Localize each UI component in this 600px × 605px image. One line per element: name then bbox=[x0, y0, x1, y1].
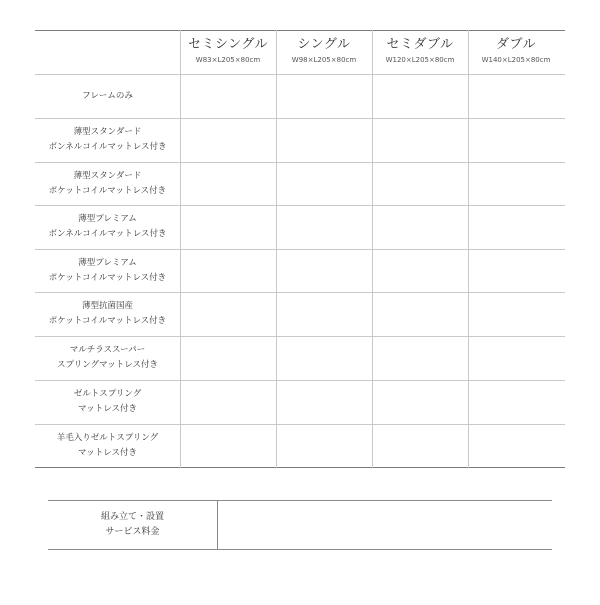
row-divider bbox=[35, 249, 565, 250]
row-divider bbox=[35, 162, 565, 163]
row-label-line: マットレス付き bbox=[78, 404, 137, 414]
row-label bbox=[35, 387, 180, 417]
row-divider bbox=[35, 336, 565, 337]
service-label bbox=[48, 510, 217, 540]
row-label-line: ボンネルコイルマットレス付き bbox=[48, 229, 167, 239]
column-name: セミダブル bbox=[386, 37, 454, 52]
column-size: W120×L205×80cm bbox=[385, 56, 455, 64]
service-fee-table bbox=[48, 500, 552, 550]
table-bottom-border bbox=[35, 467, 565, 468]
service-label-line: 組み立て・設置 bbox=[100, 512, 164, 522]
row-label-line: 薄型スタンダード bbox=[73, 171, 142, 181]
column-size: W140×L205×80cm bbox=[481, 56, 551, 64]
row-label-frame-only bbox=[35, 89, 180, 104]
row-label-line: ポケットコイルマットレス付き bbox=[48, 316, 167, 326]
row-divider bbox=[35, 118, 565, 119]
row-divider bbox=[35, 380, 565, 381]
column-divider bbox=[372, 30, 373, 468]
column-size: W98×L205×80cm bbox=[291, 56, 357, 64]
service-divider bbox=[217, 500, 218, 550]
row-label-line: 羊毛入りゼルトスプリング bbox=[56, 433, 159, 443]
row-label-line: 薄型抗菌国産 bbox=[81, 301, 133, 311]
price-table bbox=[35, 30, 565, 468]
row-label bbox=[35, 212, 180, 242]
column-name: ダブル bbox=[496, 37, 536, 52]
row-label-line: 薄型スタンダード bbox=[73, 127, 142, 137]
row-label bbox=[35, 169, 180, 199]
service-bottom-border bbox=[48, 549, 552, 550]
header-divider bbox=[35, 74, 565, 75]
table-top-border bbox=[35, 30, 565, 31]
column-size: W83×L205×80cm bbox=[195, 56, 261, 64]
row-label-line: フレームのみ bbox=[82, 91, 133, 101]
row-label-line: ボンネルコイルマットレス付き bbox=[48, 142, 167, 152]
column-header-semi-single bbox=[180, 36, 276, 65]
column-name: シングル bbox=[297, 37, 351, 52]
row-label-line: ポケットコイルマットレス付き bbox=[48, 186, 167, 196]
column-name: セミシングル bbox=[187, 37, 269, 52]
row-label-line: ゼルトスプリング bbox=[73, 389, 142, 399]
column-divider bbox=[276, 30, 277, 468]
row-divider bbox=[35, 292, 565, 293]
row-label-line: スプリングマットレス付き bbox=[57, 360, 158, 370]
column-divider bbox=[468, 30, 469, 468]
row-label-line: ポケットコイルマットレス付き bbox=[48, 273, 167, 283]
column-header-single bbox=[276, 36, 372, 65]
column-header-semi-double bbox=[372, 36, 468, 65]
row-label bbox=[35, 256, 180, 286]
row-label-line: 薄型プレミアム bbox=[78, 258, 137, 268]
row-divider bbox=[35, 205, 565, 206]
row-label bbox=[35, 299, 180, 329]
row-label bbox=[35, 125, 180, 155]
column-divider bbox=[180, 30, 181, 468]
column-header-double bbox=[468, 36, 564, 65]
row-label bbox=[35, 431, 180, 461]
service-label-line: サービス料金 bbox=[105, 527, 160, 537]
service-top-border bbox=[48, 500, 552, 501]
row-label-line: マルチラススーパー bbox=[69, 345, 146, 355]
row-label-line: 薄型プレミアム bbox=[78, 214, 137, 224]
row-label bbox=[35, 343, 180, 373]
row-divider bbox=[35, 424, 565, 425]
row-label-line: マットレス付き bbox=[78, 448, 137, 458]
